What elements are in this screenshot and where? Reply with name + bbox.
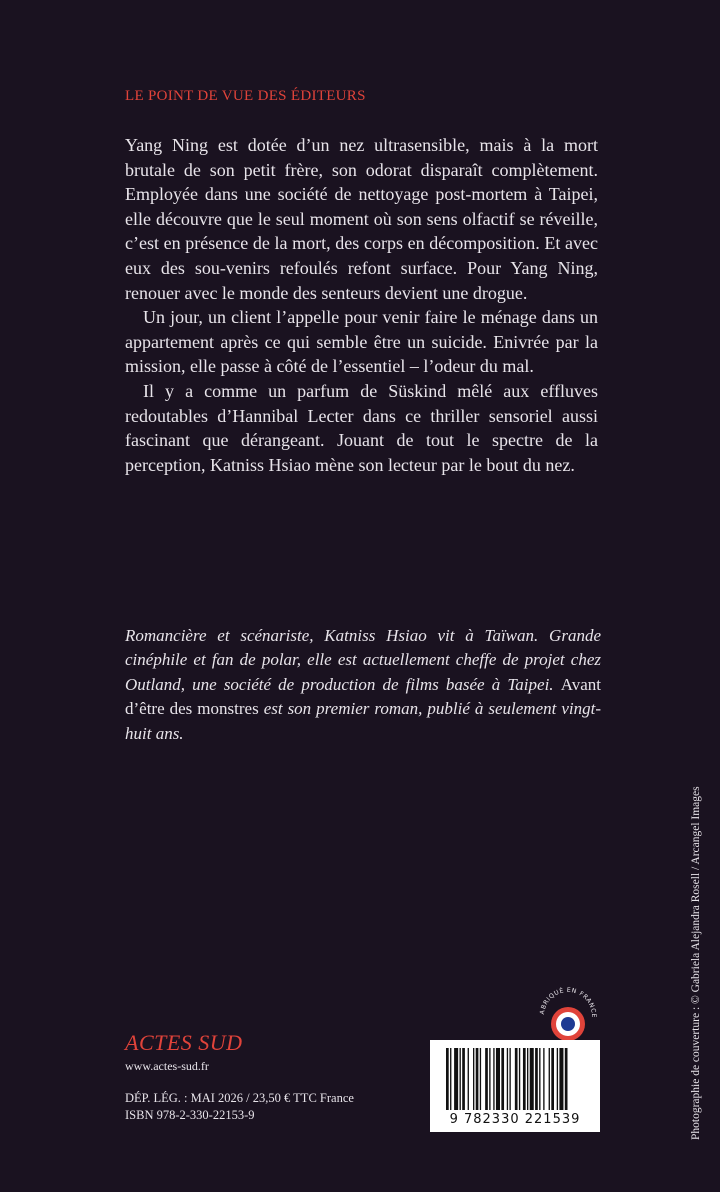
barcode-bar	[551, 1048, 554, 1110]
author-bio-part2: est son premier roman, publié à seulement vingt-huit ans.	[125, 699, 601, 743]
author-bio-part1: Romancière et scénariste, Katniss Hsiao vit à Taïwan. Grande cinéphile et fan de polar, elle est actuellement cheffe de projet chez Outland, une société de production de films basée à Taipei.	[125, 626, 601, 694]
barcode-bar	[460, 1048, 461, 1110]
badge-label: ABRIQUÉ EN FRANCE	[538, 986, 598, 1019]
legal-info	[125, 1090, 354, 1124]
barcode-bar	[557, 1048, 558, 1110]
book-title: Avant d’être des monstres	[125, 674, 601, 719]
barcode-bar	[480, 1048, 481, 1110]
isbn-text: ISBN 978-2-330-22153-9	[125, 1108, 255, 1122]
barcode-bar	[509, 1048, 510, 1110]
barcode-bar	[559, 1048, 563, 1110]
barcode-bar	[539, 1048, 540, 1110]
barcode-bar	[515, 1048, 518, 1110]
barcode-bar	[473, 1048, 474, 1110]
barcode-bar	[549, 1048, 550, 1110]
barcode-bar	[489, 1048, 490, 1110]
barcode-bar	[446, 1048, 449, 1110]
blurb-paragraph: Yang Ning est dotée d’un nez ultrasensible, mais à la mort brutale de son petit frère, son odorat disparaît complètement. Employée dans une société de nettoyage post-mortem à Taipei, elle découvre que le seul moment où son sens olfactif se réveille, c’est en présence de la mort, des corps en décomposition. Et avec eux des sou-venirs refoulés refont surface. Pour Yang Ning, renouer avec le monde des senteurs devient une drogue.	[125, 135, 598, 303]
blurb-text	[125, 133, 598, 477]
photo-credit: Photographie de couverture : © Gabriela Alejandra Rosell / Arcangel Images	[690, 786, 702, 1140]
publisher-logo: ACTES SUD	[125, 1030, 243, 1055]
blurb-paragraph: Un jour, un client l’appelle pour venir faire le ménage dans un appartement après ce qui semble être un suicide. Enivrée par la mission, elle passe à côté de l’essentiel – l’odeur du mal.	[125, 307, 598, 377]
barcode-bar	[527, 1048, 528, 1110]
barcode-bars	[430, 1040, 600, 1112]
barcode-bar	[565, 1048, 568, 1110]
barcode-bar	[535, 1048, 538, 1110]
publisher-website[interactable]: www.actes-sud.fr	[125, 1059, 209, 1073]
barcode-bar	[454, 1048, 458, 1110]
barcode-bar	[468, 1048, 469, 1110]
barcode-bar	[485, 1048, 488, 1110]
barcode-bar	[501, 1048, 504, 1110]
barcode-bar	[519, 1048, 520, 1110]
barcode-bar	[530, 1048, 534, 1110]
barcode-digits: 9 782330 221539	[449, 1112, 581, 1127]
barcode-bar	[493, 1048, 494, 1110]
barcode-bar	[476, 1048, 479, 1110]
author-bio	[125, 624, 601, 746]
section-heading: LE POINT DE VUE DES ÉDITEURS	[125, 88, 366, 104]
barcode	[430, 1040, 600, 1132]
blurb-paragraph: Il y a comme un parfum de Süskind mêlé aux effluves redoutables d’Hannibal Lecter dans ce thriller sensoriel aussi fascinant que dérangeant. Jouant de tout le spectre de la perception, Katniss Hsiao mène son lecteur par le bout du nez.	[125, 380, 598, 475]
barcode-bar	[523, 1048, 526, 1110]
barcode-bar	[462, 1048, 465, 1110]
barcode-bar	[496, 1048, 500, 1110]
barcode-bar	[543, 1048, 544, 1110]
barcode-bar	[450, 1048, 451, 1110]
barcode-bar	[507, 1048, 508, 1110]
legal-deposit: DÉP. LÉG. : MAI 2026 / 23,50 € TTC France	[125, 1091, 354, 1105]
